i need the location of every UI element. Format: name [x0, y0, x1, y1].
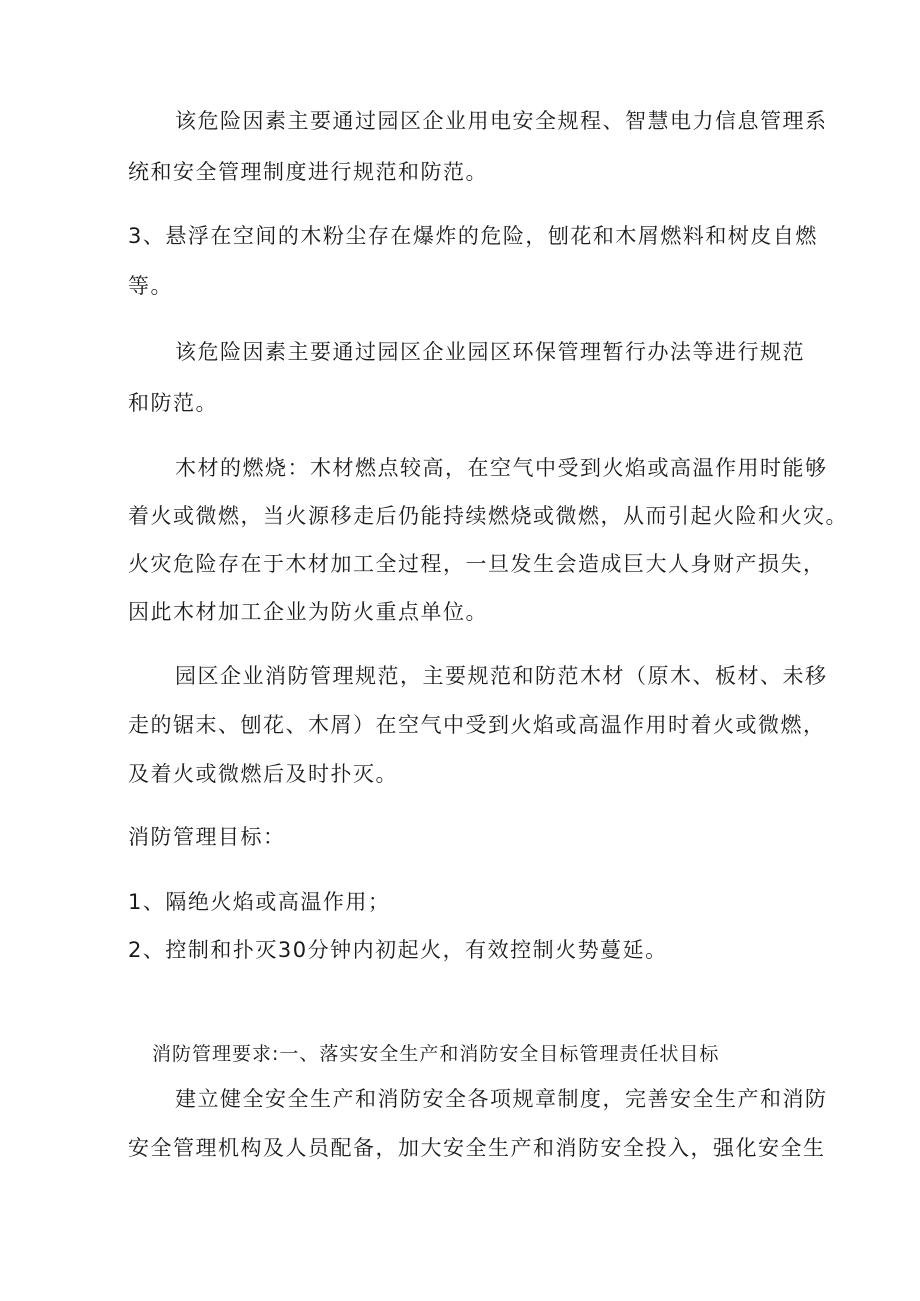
text-line: 等。: [128, 274, 173, 298]
text-line: 消防管理要求:一、落实安全生产和消防安全目标管理责任状目标: [152, 1043, 720, 1065]
list-item: 1、隔绝火焰或高温作用；: [128, 890, 391, 914]
text-line: 木材的燃烧：木材燃点较高，在空气中受到火焰或高温作用时能够: [175, 456, 828, 480]
text-line: 该危险因素主要通过园区企业园区环保管理暂行办法等进行规范: [175, 340, 805, 364]
text-line: 火灾危险存在于木材加工全过程，一旦发生会造成巨大人身财产损失，: [128, 552, 826, 576]
text-line: 消防管理目标：: [128, 825, 286, 849]
text-line: 该危险因素主要通过园区企业用电安全规程、智慧电力信息管理系: [175, 109, 828, 133]
text-line: 着火或微燃，当火源移走后仍能持续燃烧或微燃，从而引起火险和火灾。: [128, 504, 848, 528]
text-line: 统和安全管理制度进行规范和防范。: [128, 160, 488, 184]
list-item: 2、控制和扑灭30分钟内初起火，有效控制火势蔓延。: [128, 938, 668, 962]
text-line: 因此木材加工企业为防火重点单位。: [128, 600, 488, 624]
text-line: 建立健全安全生产和消防安全各项规章制度，完善安全生产和消防: [175, 1087, 828, 1111]
text-line: 园区企业消防管理规范，主要规范和防范木材（原木、板材、未移: [175, 664, 828, 688]
text-line: 安全管理机构及人员配备，加大安全生产和消防安全投入，强化安全生: [128, 1136, 826, 1160]
text-line: 走的锯末、刨花、木屑）在空气中受到火焰或高温作用时着火或微燃，: [128, 713, 826, 737]
text-line: 和防范。: [128, 391, 218, 415]
text-line: 及着火或微燃后及时扑灭。: [128, 762, 398, 786]
text-line: 3、悬浮在空间的木粉尘存在爆炸的危险，刨花和木屑燃料和树皮自燃: [128, 224, 818, 248]
